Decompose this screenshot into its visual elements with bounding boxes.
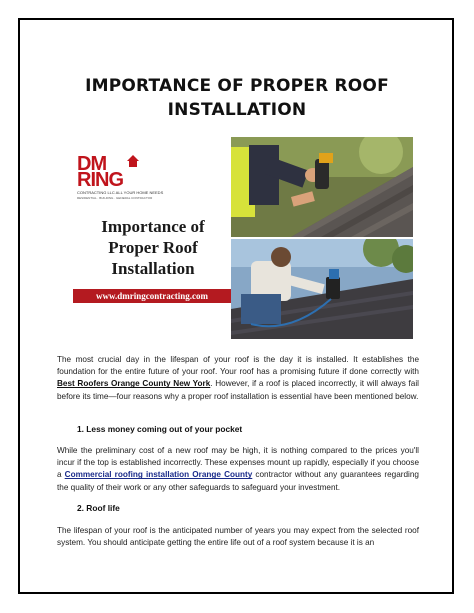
roofer-photo-bottom — [231, 239, 413, 339]
banner-title — [73, 216, 233, 279]
intro-text-start: The most crucial day in the lifespan of your roof is the day it is installed. It establishes the foundation for the entire future of your roof. Your roof has a promising future if done correctly with — [57, 355, 419, 377]
company-logo — [77, 153, 164, 209]
section-heading-2: 2. Roof life — [77, 503, 120, 513]
document-title-line2: INSTALLATION — [167, 100, 307, 120]
logo-tagline: CONTRACTING LLC ALL YOUR HOME NEEDS — [77, 190, 164, 195]
banner-title-line1: Importance of — [101, 217, 205, 236]
logo-tagline-small: RESIDENTIAL · BUILDING · GENERAL CONTRACTOR — [77, 196, 153, 200]
best-roofers-link[interactable]: Best Roofers Orange County New York — [57, 379, 211, 389]
house-icon-body — [129, 161, 137, 167]
hero-banner — [73, 137, 413, 339]
intro-paragraph — [57, 354, 419, 403]
banner-title-line3: Installation — [111, 259, 195, 278]
commercial-roofing-link[interactable]: Commercial roofing installation Orange County — [64, 470, 253, 480]
logo-text-top: DM — [77, 153, 107, 175]
section1-text-end: contractor without any guarantees regarding the quality of their work or any other safeguards to safeguard your investment. — [57, 470, 419, 492]
website-url: www.dmringcontracting.com — [73, 289, 231, 303]
document-title-line1: IMPORTANCE OF PROPER ROOF — [85, 76, 389, 96]
intro-text-end: . However, if a roof is placed incorrectly, it will always fail before its time—four reasons why a proper roof installation is essential have been mentioned below. — [57, 379, 419, 401]
banner-title-line2: Proper Roof — [108, 238, 198, 257]
section-heading-1: 1. Less money coming out of your pocket — [77, 424, 243, 434]
section2-paragraph: The lifespan of your roof is the anticipated number of years you may expect from the selected roof system. You should anticipate getting the entire life out of a roof system because it is an — [57, 526, 419, 548]
roofer-photo-top — [231, 137, 413, 237]
section1-paragraph — [57, 445, 419, 494]
logo-text-bottom: RING — [77, 169, 123, 191]
section1-text-start: While the preliminary cost of a new roof may be high, it is nothing compared to the prices you'll incur if the top is established incorrectly. These expenses mount up rapidly, especially if you choose a — [57, 446, 419, 480]
